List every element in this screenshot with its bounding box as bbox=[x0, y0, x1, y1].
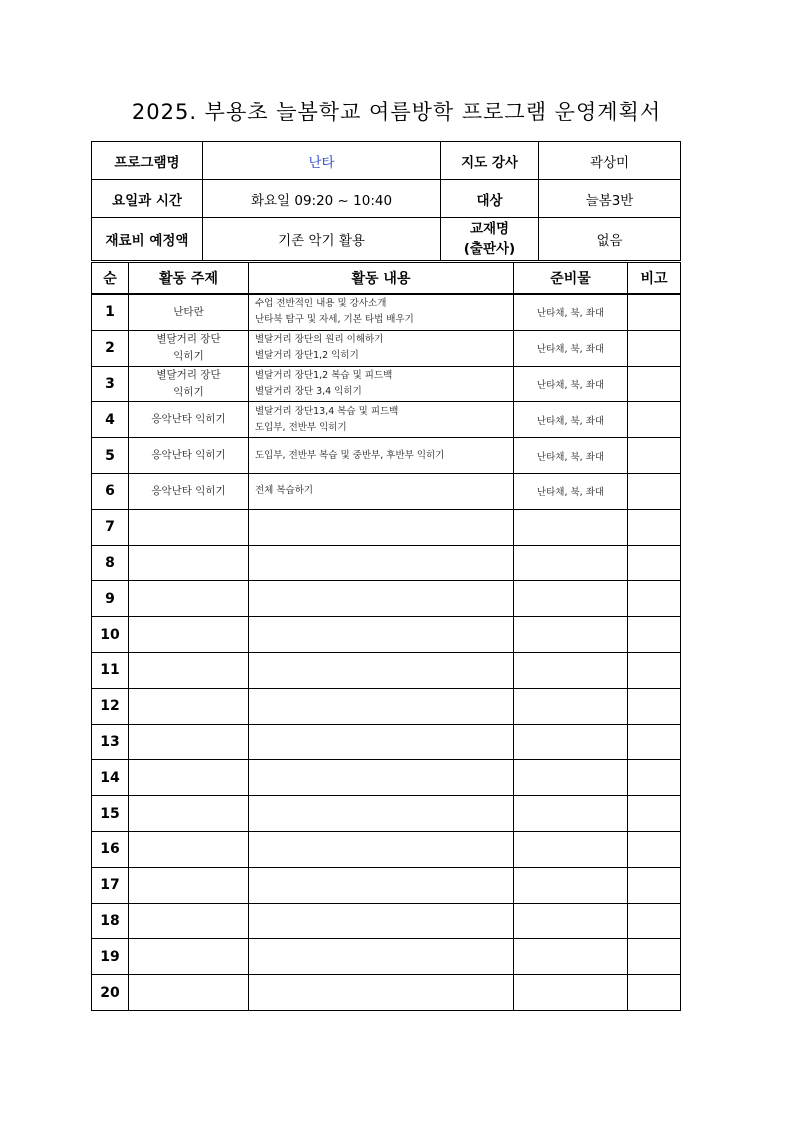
row-topic bbox=[129, 545, 249, 581]
row-prep: 난타채, 북, 좌대 bbox=[514, 366, 628, 402]
row-prep bbox=[514, 688, 628, 724]
row-topic bbox=[129, 294, 249, 330]
row-number: 15 bbox=[92, 796, 129, 832]
textbook-value: 없음 bbox=[539, 218, 681, 261]
row-content-line1: 별달거리 장단13,4 복습 및 피드백 bbox=[255, 405, 399, 417]
row-number: 11 bbox=[92, 652, 129, 688]
row-note bbox=[628, 975, 681, 1011]
row-note bbox=[628, 652, 681, 688]
row-topic-line1: 별달거리 장단 bbox=[156, 333, 221, 346]
header-content: 활동 내용 bbox=[249, 263, 514, 295]
row-content bbox=[249, 581, 514, 617]
row-note bbox=[628, 617, 681, 653]
header-no: 순 bbox=[92, 263, 129, 295]
row-prep: 난타채, 북, 좌대 bbox=[514, 294, 628, 330]
row-prep bbox=[514, 581, 628, 617]
row-content bbox=[249, 724, 514, 760]
row-content bbox=[249, 438, 514, 474]
row-note bbox=[628, 473, 681, 509]
table-row bbox=[92, 975, 681, 1011]
row-prep bbox=[514, 760, 628, 796]
row-number: 3 bbox=[92, 366, 129, 402]
row-prep bbox=[514, 831, 628, 867]
textbook-label-line1: 교재명 bbox=[469, 221, 510, 237]
row-note bbox=[628, 724, 681, 760]
table-row bbox=[92, 473, 681, 509]
row-topic bbox=[129, 402, 249, 438]
row-topic bbox=[129, 688, 249, 724]
row-prep bbox=[514, 509, 628, 545]
textbook-label bbox=[441, 218, 539, 261]
row-note bbox=[628, 581, 681, 617]
program-name-label: 프로그램명 bbox=[92, 142, 203, 180]
row-topic-line2: 익히기 bbox=[173, 385, 204, 398]
activity-table-header bbox=[92, 263, 681, 295]
row-prep: 난타채, 북, 좌대 bbox=[514, 438, 628, 474]
row-number: 20 bbox=[92, 975, 129, 1011]
row-prep bbox=[514, 724, 628, 760]
activity-table bbox=[91, 262, 681, 1011]
row-prep bbox=[514, 903, 628, 939]
program-name-value: 난타 bbox=[203, 142, 441, 180]
table-row bbox=[92, 652, 681, 688]
row-content bbox=[249, 867, 514, 903]
row-number: 8 bbox=[92, 545, 129, 581]
row-note bbox=[628, 831, 681, 867]
row-topic bbox=[129, 831, 249, 867]
row-prep: 난타채, 북, 좌대 bbox=[514, 330, 628, 366]
row-number: 18 bbox=[92, 903, 129, 939]
row-topic bbox=[129, 903, 249, 939]
row-number: 10 bbox=[92, 617, 129, 653]
row-topic-line1: 응악난타 익히기 bbox=[151, 413, 226, 426]
row-topic-line1: 별달거리 장단 bbox=[156, 368, 221, 381]
table-row bbox=[92, 760, 681, 796]
row-note bbox=[628, 760, 681, 796]
row-number: 19 bbox=[92, 939, 129, 975]
target-value: 늘봄3반 bbox=[539, 180, 681, 218]
header-note: 비고 bbox=[628, 263, 681, 295]
row-topic-line1: 응악난타 익히기 bbox=[151, 484, 226, 497]
row-topic bbox=[129, 760, 249, 796]
row-content bbox=[249, 975, 514, 1011]
instructor-label: 지도 강사 bbox=[441, 142, 539, 180]
row-content-line1: 수업 전반적인 내용 및 강사소개 bbox=[255, 298, 387, 310]
row-prep bbox=[514, 545, 628, 581]
row-topic bbox=[129, 509, 249, 545]
row-prep bbox=[514, 867, 628, 903]
row-content bbox=[249, 652, 514, 688]
row-note bbox=[628, 796, 681, 832]
row-number: 7 bbox=[92, 509, 129, 545]
row-topic-line1: 난타란 bbox=[173, 305, 204, 318]
row-topic bbox=[129, 581, 249, 617]
row-prep bbox=[514, 652, 628, 688]
row-content-line2: 별달거리 장단 3,4 익히기 bbox=[255, 385, 362, 397]
row-content-line2: 난타북 탐구 및 자세, 기본 타법 배우기 bbox=[255, 314, 414, 326]
row-prep bbox=[514, 939, 628, 975]
row-number: 12 bbox=[92, 688, 129, 724]
row-note bbox=[628, 294, 681, 330]
row-topic bbox=[129, 796, 249, 832]
row-number: 9 bbox=[92, 581, 129, 617]
row-note bbox=[628, 438, 681, 474]
row-note bbox=[628, 939, 681, 975]
table-row bbox=[92, 581, 681, 617]
row-topic bbox=[129, 939, 249, 975]
row-prep: 난타채, 북, 좌대 bbox=[514, 473, 628, 509]
row-note bbox=[628, 688, 681, 724]
table-row bbox=[92, 294, 681, 330]
row-note bbox=[628, 545, 681, 581]
schedule-label: 요일과 시간 bbox=[92, 180, 203, 218]
row-number: 14 bbox=[92, 760, 129, 796]
row-note bbox=[628, 366, 681, 402]
row-content bbox=[249, 509, 514, 545]
header-prep: 준비물 bbox=[514, 263, 628, 295]
table-row bbox=[92, 438, 681, 474]
target-label: 대상 bbox=[441, 180, 539, 218]
row-note bbox=[628, 330, 681, 366]
row-content bbox=[249, 939, 514, 975]
schedule-value: 화요일 09:20 ~ 10:40 bbox=[203, 180, 441, 218]
table-row bbox=[92, 688, 681, 724]
row-content-line1: 전체 복습하기 bbox=[255, 485, 314, 497]
row-content bbox=[249, 402, 514, 438]
table-row bbox=[92, 831, 681, 867]
row-note bbox=[628, 867, 681, 903]
row-content bbox=[249, 294, 514, 330]
row-prep: 난타채, 북, 좌대 bbox=[514, 402, 628, 438]
row-topic bbox=[129, 652, 249, 688]
table-row bbox=[92, 402, 681, 438]
table-row bbox=[92, 330, 681, 366]
row-prep bbox=[514, 796, 628, 832]
row-number: 13 bbox=[92, 724, 129, 760]
table-row bbox=[92, 724, 681, 760]
row-content bbox=[249, 903, 514, 939]
table-row bbox=[92, 545, 681, 581]
table-row bbox=[92, 867, 681, 903]
row-prep bbox=[514, 975, 628, 1011]
row-content bbox=[249, 545, 514, 581]
row-content bbox=[249, 617, 514, 653]
row-topic bbox=[129, 366, 249, 402]
row-content-line1: 별달거리 장단1,2 복습 및 피드백 bbox=[255, 369, 393, 381]
row-number: 2 bbox=[92, 330, 129, 366]
row-note bbox=[628, 509, 681, 545]
program-info-table bbox=[91, 141, 681, 261]
row-number: 5 bbox=[92, 438, 129, 474]
row-number: 6 bbox=[92, 473, 129, 509]
row-topic bbox=[129, 617, 249, 653]
material-cost-value: 기존 악기 활용 bbox=[203, 218, 441, 261]
row-number: 16 bbox=[92, 831, 129, 867]
row-topic-line1: 응악난타 익히기 bbox=[151, 449, 226, 462]
row-topic bbox=[129, 438, 249, 474]
row-content-line1: 별달거리 장단의 원리 이해하기 bbox=[255, 334, 384, 346]
row-content-line2: 별달거리 장단1,2 익히기 bbox=[255, 350, 359, 362]
row-note bbox=[628, 402, 681, 438]
row-topic-line2: 익히기 bbox=[173, 350, 204, 363]
row-content bbox=[249, 366, 514, 402]
row-note bbox=[628, 903, 681, 939]
document-title: 2025. 부용초 늘봄학교 여름방학 프로그램 운영계획서 bbox=[131, 100, 662, 124]
row-content bbox=[249, 688, 514, 724]
row-number: 4 bbox=[92, 402, 129, 438]
table-row bbox=[92, 939, 681, 975]
row-content bbox=[249, 760, 514, 796]
row-content bbox=[249, 796, 514, 832]
row-topic bbox=[129, 330, 249, 366]
row-number: 1 bbox=[92, 294, 129, 330]
row-content-line1: 도입부, 전반부 복습 및 중반부, 후반부 익히기 bbox=[255, 449, 445, 461]
textbook-label-line2: (출판사) bbox=[463, 241, 516, 257]
table-row bbox=[92, 796, 681, 832]
table-row bbox=[92, 366, 681, 402]
row-topic bbox=[129, 724, 249, 760]
material-cost-label: 재료비 예정액 bbox=[92, 218, 203, 261]
table-row bbox=[92, 509, 681, 545]
row-prep bbox=[514, 617, 628, 653]
table-row bbox=[92, 617, 681, 653]
row-topic bbox=[129, 975, 249, 1011]
row-number: 17 bbox=[92, 867, 129, 903]
header-topic: 활동 주제 bbox=[129, 263, 249, 295]
table-row bbox=[92, 903, 681, 939]
instructor-value: 곽상미 bbox=[539, 142, 681, 180]
row-topic bbox=[129, 473, 249, 509]
row-content bbox=[249, 473, 514, 509]
row-content bbox=[249, 831, 514, 867]
row-content-line2: 도입부, 전반부 익히기 bbox=[255, 421, 347, 433]
row-topic bbox=[129, 867, 249, 903]
row-content bbox=[249, 330, 514, 366]
